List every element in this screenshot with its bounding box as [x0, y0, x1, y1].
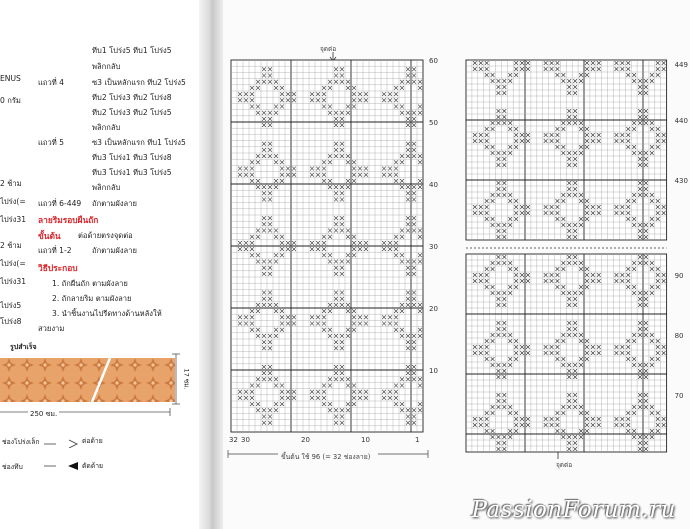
left-page	[0, 0, 205, 529]
upper-row-label: 440	[674, 117, 688, 125]
legend-solid-mesh: ช่องทึบ	[2, 463, 23, 471]
edge-fragment: ไปร่ง31	[0, 215, 27, 224]
lower-row-label: 80	[674, 332, 684, 340]
edge-fragment: ไปร่ง31	[0, 277, 27, 286]
chart-caption: ขึ้นต้น ใช้ 96 (= 32 ช่องลาย)	[281, 453, 371, 461]
solid-mesh-symbol-icon	[44, 460, 84, 472]
watermark: PassionForum.ru	[471, 497, 676, 523]
row-text: พลิกกลับ	[92, 123, 121, 132]
row-text: ทีบ2 โปร่ง3 ทีบ2 โปร่ง8	[92, 93, 172, 102]
assembly-step-tail: สวยงาม	[38, 324, 65, 333]
book-gutter	[199, 0, 223, 529]
assembly-step: 2. ถักลายริม ตามผังลาย	[52, 294, 132, 303]
row-text: ซ3 เป็นหลักแรก ทีบ2 โปร่ง5	[92, 78, 186, 87]
main-col-label: 10	[361, 436, 370, 444]
edge-fragment: 0 กรัม	[0, 96, 21, 105]
legend-join-yarn: ต่อด้าย	[82, 437, 103, 445]
finished-label: รูปสำเร็จ	[10, 343, 37, 351]
row-text: ทีบ2 โปร่ง3 ทีบ2 โปร่ง5	[92, 108, 172, 117]
row-text: พลิกกลับ	[92, 183, 121, 192]
edge-fragment: ไปร่ง(=	[0, 259, 26, 268]
main-row-label: 30	[429, 243, 438, 251]
edge-fragment: 2 ช้าม	[0, 179, 22, 188]
height-label: 17 ซม.	[182, 368, 191, 390]
row-text: ทีบ3 โปร่ง1 ทีบ3 โปร่ง8	[92, 153, 172, 162]
edge-fragment: ไปร่ง(=	[0, 197, 26, 206]
row-text: พลิกกลับ	[92, 62, 121, 71]
main-row-label: 40	[429, 181, 438, 189]
row-label: แถวที่ 6-449	[38, 199, 82, 208]
main-col-label: 20	[301, 436, 310, 444]
width-dimension	[0, 408, 175, 416]
start-label: ขั้นต้น	[38, 231, 61, 241]
row-text: ซ3 เป็นหลักแรก ทีบ1 โปร่ง5	[92, 138, 186, 147]
edge-fragment: โปร่ง8	[0, 317, 22, 326]
legend-open-mesh: ช่องโปร่งเล็ก	[2, 438, 40, 446]
bottom-marker-label: จุดต่อ	[556, 461, 573, 469]
row-text: ถักตามผังลาย	[92, 199, 137, 208]
heading-border-pattern: ลายริมรอบผืนถัก	[38, 215, 99, 225]
row12-label: แถวที่ 1-2	[38, 246, 72, 255]
top-marker-label: จุดต่อ	[320, 45, 337, 53]
main-row-label: 20	[429, 305, 438, 313]
edge-fragment: ENUS	[0, 74, 21, 83]
open-mesh-symbol-icon	[44, 436, 84, 448]
width-label: 250 ซม.	[30, 410, 58, 418]
start-text: ต่อด้ายตรงจุดต่อ	[78, 231, 133, 240]
filet-crochet-chart	[223, 0, 690, 529]
main-col-label: 32	[229, 436, 238, 444]
lower-row-label: 70	[674, 392, 684, 400]
upper-row-label: 449	[674, 61, 688, 69]
heading-assembly: วิธีประกอบ	[38, 263, 78, 273]
lower-row-label: 90	[674, 272, 684, 280]
row-label: แถวที่ 5	[38, 138, 65, 147]
upper-row-label: 430	[674, 177, 688, 185]
assembly-step: 1. ถักผืนถัก ตามผังลาย	[52, 279, 128, 288]
assembly-step: 3. นำชิ้นงานไปรีดทางด้านหลังให้	[52, 309, 162, 318]
main-row-label: 10	[429, 367, 438, 375]
edge-fragment: ไปร่ง5	[0, 301, 22, 310]
row-label: แถวที่ 4	[38, 78, 65, 87]
main-row-label: 60	[429, 57, 438, 65]
row-text: ทีบ3 โปร่ง1 ทีบ3 โปร่ง5	[92, 168, 172, 177]
finished-piece-illustration	[0, 356, 175, 404]
main-col-label: 30	[241, 436, 250, 444]
legend-cut-yarn: ตัดด้าย	[82, 462, 104, 470]
row-text: ทีบ1 โปร่ง5 ทีบ1 โปร่ง5	[92, 46, 172, 55]
row12-text: ถักตามผังลาย	[92, 246, 137, 255]
main-row-label: 50	[429, 119, 438, 127]
edge-fragment: 2 ช้าม	[0, 241, 22, 250]
right-page	[223, 0, 690, 529]
main-col-label: 1	[415, 436, 420, 444]
